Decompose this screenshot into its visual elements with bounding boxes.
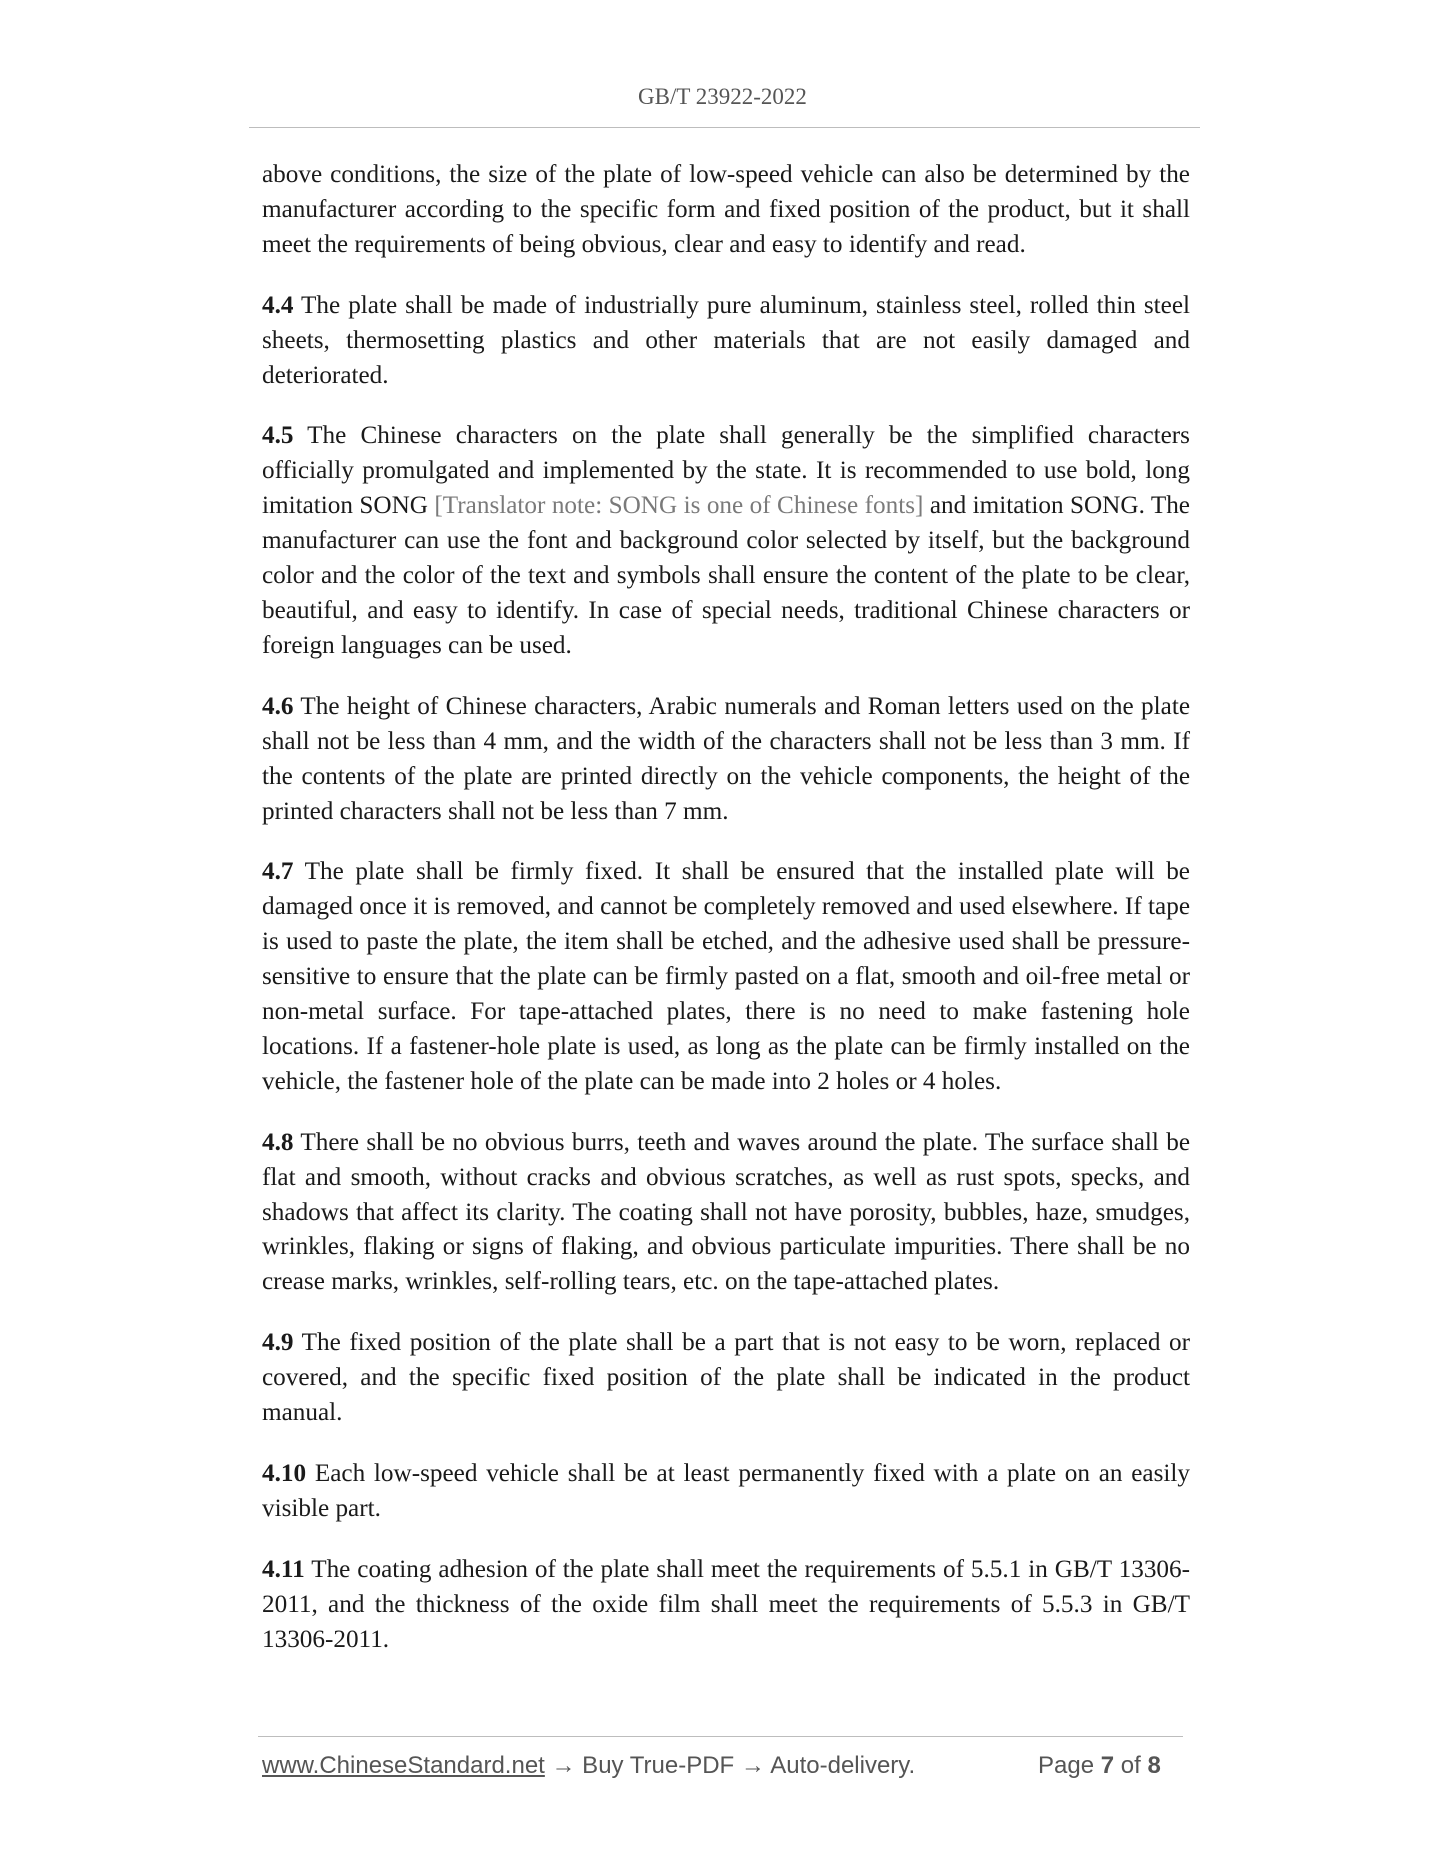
- clause-number: 4.10: [262, 1460, 307, 1487]
- clause-number: 4.6: [262, 692, 294, 720]
- clause-text: The coating adhesion of the plate shall meet the requirements of 5.5.1 in GB/T 13306-2011, and the thickness of the oxide film shall meet the requirements of 5.5.3 in GB/T 13306-2011.: [262, 1555, 1190, 1653]
- clause-4-9: [262, 1326, 1190, 1431]
- clause-4-6: [262, 690, 1190, 830]
- clause-number: 4.9: [262, 1329, 294, 1357]
- clause-4-8: [262, 1126, 1190, 1301]
- clause-text: Each low-speed vehicle shall be at least permanently fixed with a plate on an easily visible part.: [262, 1460, 1190, 1522]
- footer-promo: [262, 1752, 915, 1780]
- page-label: Page: [1038, 1752, 1095, 1779]
- footer-promo-text: → Buy True-PDF → Auto-delivery.: [544, 1752, 916, 1779]
- page-of-label: of: [1120, 1752, 1141, 1779]
- clause-text: The plate shall be firmly fixed. It shall be ensured that the installed plate will be damaged once it is removed, and cannot be completely removed and used elsewhere. If tape is used to paste the plate, the item shall be etched, and the adhesive used shall be pressure-sensitive to ensure that the plate can be firmly pasted on a flat, smooth and oil-free metal or non-metal surface. For tape-attached plates, there is no need to make fastening hole locations. If a fastener-hole plate is used, as long as the plate can be firmly installed on the vehicle, the fastener hole of the plate can be made into 2 holes or 4 holes.: [262, 858, 1190, 1095]
- current-page-number: 7: [1100, 1752, 1115, 1779]
- clause-text: The fixed position of the plate shall be a part that is not easy to be worn, replaced or covered, and the specific fixed position of the plate shall be indicated in the product manual.: [262, 1329, 1190, 1427]
- clause-text: The height of Chinese characters, Arabic numerals and Roman letters used on the plate shall not be less than 4 mm, and the width of the characters shall not be less than 3 mm. If the contents of the plate are printed directly on the vehicle components, the height of the printed characters shall not be less than 7 mm.: [262, 692, 1190, 825]
- header-divider: [249, 127, 1200, 128]
- translator-note: [Translator note: SONG is one of Chinese fonts]: [434, 492, 924, 520]
- paragraph-continued: [262, 158, 1190, 263]
- clause-4-4: [262, 289, 1190, 394]
- clause-number: 4.5: [262, 422, 294, 450]
- clause-number: 4.7: [262, 858, 294, 886]
- clause-text: The plate shall be made of industrially pure aluminum, stainless steel, rolled thin steel sheets, thermosetting plastics and other materials that are not easily damaged and deteriorated.: [262, 291, 1190, 389]
- clause-number: 4.11: [262, 1555, 305, 1583]
- page-indicator: [1038, 1752, 1161, 1780]
- clause-text: The Chinese characters on the plate shall generally be the simplified characters officially promulgated and implemented by the state. It is recommended to use bold, long imitation SONG: [262, 422, 1190, 520]
- footer-divider: [258, 1736, 1183, 1737]
- total-pages-number: 8: [1147, 1752, 1161, 1779]
- clause-number: 4.4: [262, 291, 294, 319]
- website-link[interactable]: www.ChineseStandard.net: [262, 1752, 545, 1779]
- clause-text: and imitation SONG. The manufacturer can use the font and background color selected by itself, but the background color and the color of the text and symbols shall ensure the content of the plate to be clear, beautiful, and easy to identify. In case of special needs, traditional Chinese characters or foreign languages can be used.: [262, 492, 1190, 659]
- document-body: [262, 158, 1190, 1684]
- paragraph-text: above conditions, the size of the plate of low-speed vehicle can also be determined by the manufacturer according to the specific form and fixed position of the product, but it shall meet the requirements of being obvious, clear and easy to identify and read.: [262, 161, 1190, 258]
- clause-4-10: [262, 1457, 1190, 1527]
- clause-text: There shall be no obvious burrs, teeth and waves around the plate. The surface shall be flat and smooth, without cracks and obvious scratches, as well as rust spots, specks, and shadows that affect its clarity. The coating shall not have porosity, bubbles, haze, smudges, wrinkles, flaking or signs of flaking, and obvious particulate impurities. There shall be no crease marks, wrinkles, self-rolling tears, etc. on the tape-attached plates.: [262, 1128, 1190, 1296]
- clause-4-5: [262, 419, 1190, 663]
- running-header: GB/T 23922-2022: [638, 84, 807, 109]
- clause-4-11: [262, 1553, 1190, 1658]
- clause-number: 4.8: [262, 1128, 294, 1156]
- clause-4-7: [262, 855, 1190, 1099]
